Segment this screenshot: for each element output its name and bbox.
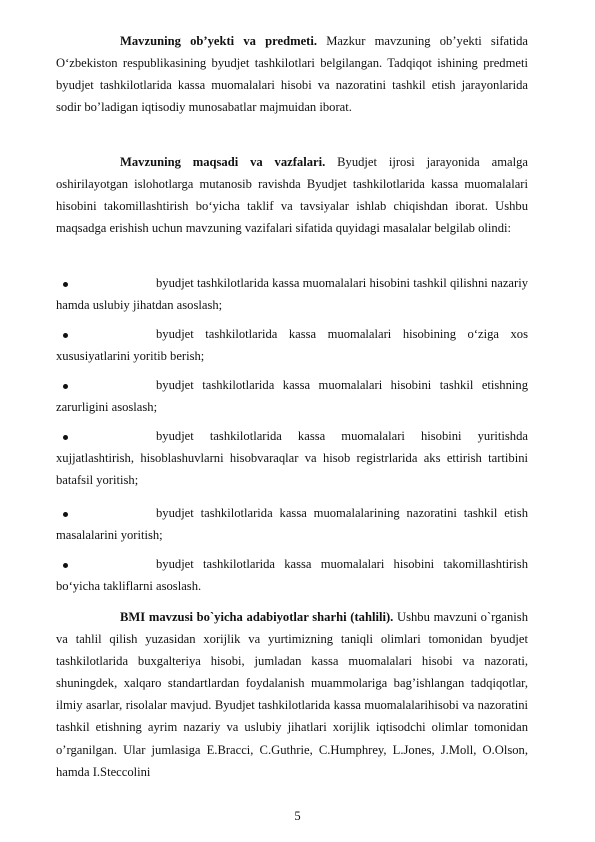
list-item: byudjet tashkilotlarida kassa muomalalari hisobini tashkil qilishni nazariy hamda uslubiy jihatdan asoslash;	[56, 276, 528, 313]
list-item: byudjet tashkilotlarida kassa muomalalari hisobini tashkil etishning zarurligini asoslash;	[56, 378, 528, 415]
paragraph-aims-tasks	[56, 151, 528, 239]
page-number: 5	[294, 809, 301, 823]
paragraph-text: Mazkur mavzuning ob’yekti sifatida O‘zbekiston respublikasining byudjet tashkilotlari belgilangan. Tadqiqot ishining predmeti byudjet tashkilotlarida kassa muomalalari hisobi va nazoratini tashkil etish jarayonlarida sodir bo’ladigan iqtisodiy munosabatlar majmuidan iborat.	[56, 34, 528, 115]
list-item: byudjet tashkilotlarida kassa muomalalari hisobining o‘ziga xos xususiyatlarini yoritib berish;	[56, 327, 528, 364]
paragraph-text: Byudjet ijrosi jarayonida amalga oshirilayotgan islohotlarga mutanosib ravishda Byudjet tashkilotlarida kassa muomalalari hisobini takomillashtirish bo‘yicha taklif va tavsiyalar ishlab chiqishdan iborat. Ushbu maqsadga erishish uchun mavzuning vazifalari sifatida quyidagi masalalar belgilab olindi:	[56, 155, 528, 236]
paragraph-heading: Mavzuning ob’yekti va predmeti.	[120, 34, 318, 48]
list-item: byudjet tashkilotlarida kassa muomalalari hisobini yuritishda xujjatlashtirish, hisoblashuvlarni hisobvaraqlar va hisob registrlarida aks ettirish tartibini batafsil yoritish;	[56, 429, 528, 488]
list-item: byudjet tashkilotlarida kassa muomalalarining nazoratini tashkil etish masalalarini yoritish;	[56, 506, 528, 543]
paragraph-heading: BMI mavzusi bo`yicha adabiyotlar sharhi (tahlili).	[120, 610, 394, 624]
paragraph-heading: Mavzuning maqsadi va vazfalari.	[120, 155, 326, 169]
list-item: byudjet tashkilotlarida kassa muomalalari hisobini takomillashtirish bo‘yicha takliflarni asoslash.	[56, 557, 528, 594]
paragraph-literature-review	[56, 606, 528, 783]
paragraph-text: Ushbu mavzuni o`rganish va tahlil qilish yuzasidan xorijlik va yurtimizning taniqli olimlari tomonidan byudjet tashkilotlarida buxgalteriya hisobi, jumladan kassa muomalalari hisobi va nazorati, shuningdek, xalqaro standartlardan foydalanish muammolariga bag’ishlangan tadqiqotlar, ilmiy asarlar, risolalar mavjud. Byudjet tashkilotlarida kassa muomalalarihisobi va nazoratini tashkil etishning ayrim nazariy va uslubiy jihatlari xorijlik iqtisodchi olimlar tomonidan o’rganilgan. Ular jumlasiga E.Bracci, C.Guthrie, C.Humphrey, L.Jones, J.Moll, O.Olson, hamda I.Steccolini	[56, 610, 528, 779]
paragraph-object-subject	[56, 30, 528, 118]
